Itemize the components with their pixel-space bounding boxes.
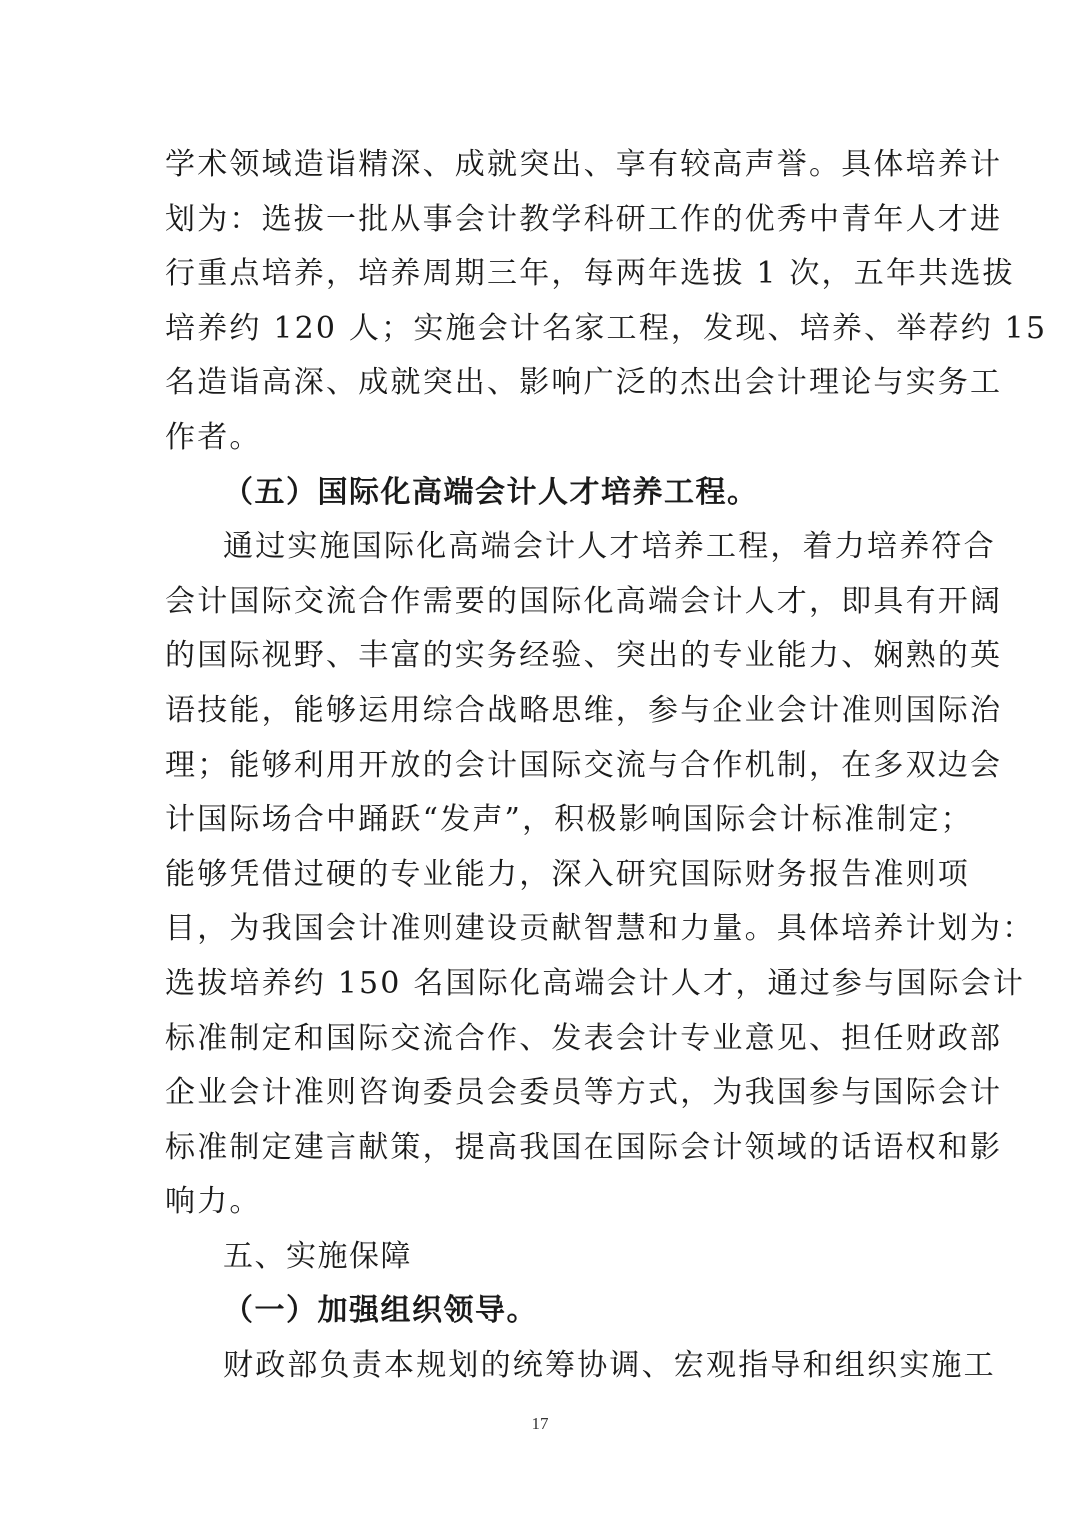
text-line: 标准制定和国际交流合作、发表会计专业意见、担任财政部 [165, 1020, 1003, 1056]
text-line: 标准制定建言献策，提高我国在国际会计领域的话语权和影 [165, 1129, 1003, 1165]
text-line: 选拔培养约 150 名国际化高端会计人才，通过参与国际会计 [165, 965, 1026, 1001]
text-line: 作者。 [165, 419, 262, 455]
text-line: 能够凭借过硬的专业能力，深入研究国际财务报告准则项 [165, 856, 970, 892]
text-line: 目，为我国会计准则建设贡献智慧和力量。具体培养计划为： [165, 911, 1035, 947]
document-body [165, 138, 1048, 1394]
text-line: 学术领域造诣精深、成就突出、享有较高声誉。具体培养计 [165, 147, 1003, 182]
paragraph-first-line: 通过实施国际化高端会计人才培养工程，着力培养符合 [223, 529, 996, 565]
text-line: 计国际场合中踊跃“发声”，积极影响国际会计标准制定； [165, 802, 973, 838]
section-heading: （一）加强组织领导。 [223, 1293, 538, 1329]
text-line: 划为：选拔一批从事会计教学科研工作的优秀中青年人才进 [165, 201, 1003, 237]
section-heading: （五）国际化高端会计人才培养工程。 [223, 474, 759, 510]
text-line: 的国际视野、丰富的实务经验、突出的专业能力、娴熟的英 [165, 638, 1003, 674]
text-line: 理；能够利用开放的会计国际交流与合作机制，在多双边会 [165, 747, 1003, 783]
text-line: 语技能，能够运用综合战略思维，参与企业会计准则国际治 [165, 692, 1003, 728]
page-number: 17 [531, 1414, 549, 1433]
text-line: 会计国际交流合作需要的国际化高端会计人才，即具有开阔 [165, 583, 1003, 619]
chapter-heading: 五、实施保障 [223, 1238, 412, 1274]
text-line: 培养约 120 人；实施会计名家工程，发现、培养、举荐约 15 [165, 310, 1048, 346]
text-line: 企业会计准则咨询委员会委员等方式，为我国参与国际会计 [165, 1075, 1003, 1111]
paragraph-first-line: 财政部负责本规划的统筹协调、宏观指导和组织实施工 [223, 1348, 996, 1384]
text-line: 行重点培养，培养周期三年，每两年选拔 1 次，五年共选拔 [165, 256, 1015, 292]
text-line: 名造诣高深、成就突出、影响广泛的杰出会计理论与实务工 [165, 365, 1003, 401]
text-line: 响力。 [165, 1184, 262, 1220]
